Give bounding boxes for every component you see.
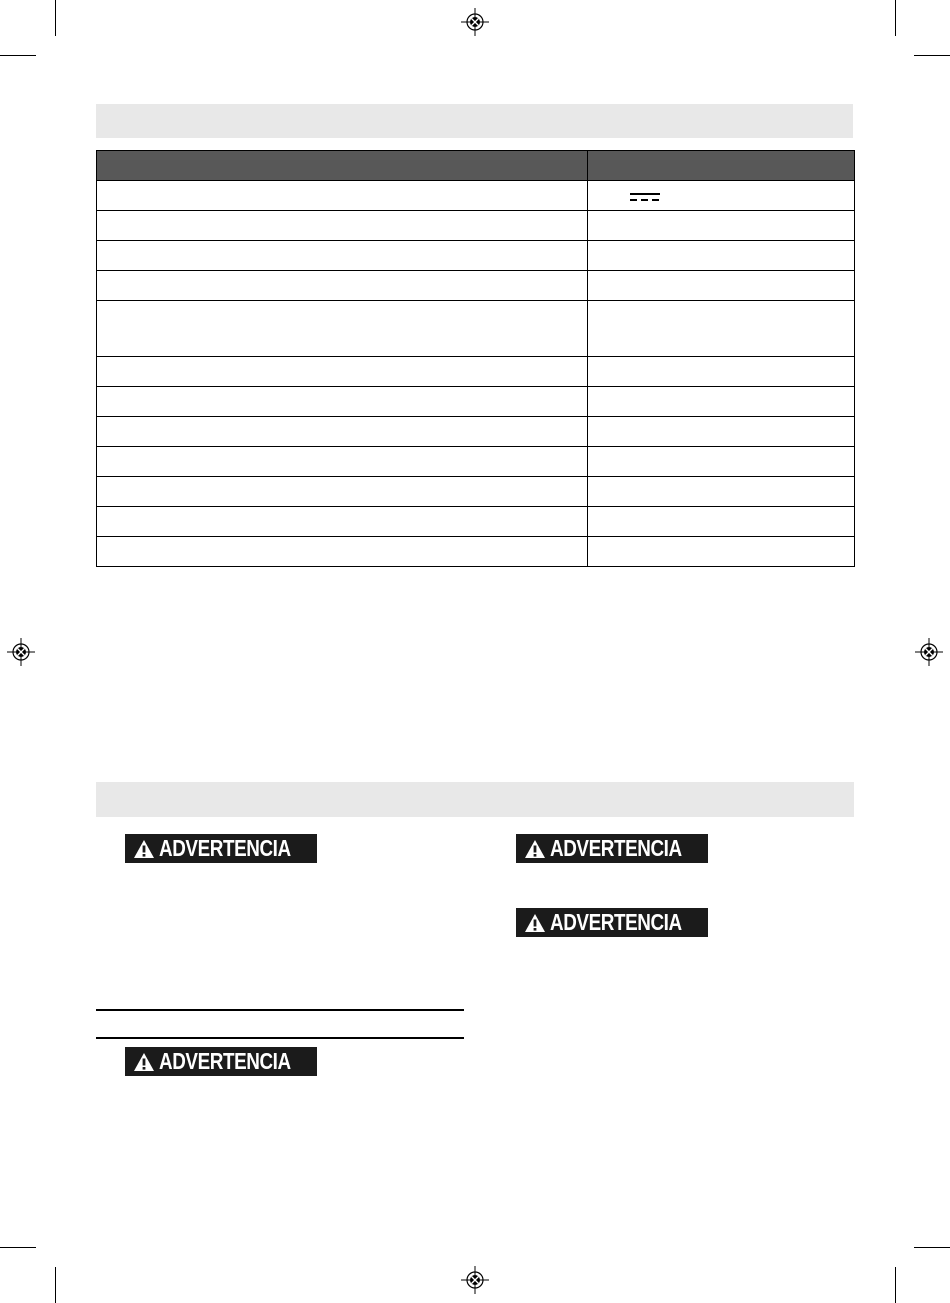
warning-label-text: ADVERTENCIA [159, 1048, 291, 1074]
table-row [97, 211, 855, 241]
table-cell-label [97, 387, 588, 417]
table-row [97, 271, 855, 301]
table-cell-value [588, 271, 855, 301]
table-cell-value [588, 357, 855, 387]
table-cell-value [588, 241, 855, 271]
table-header-cell [97, 151, 588, 181]
table-cell-label [97, 417, 588, 447]
table-cell-label [97, 181, 588, 211]
table-row [97, 417, 855, 447]
table-cell-value [588, 537, 855, 567]
warning-triangle-icon [524, 839, 546, 859]
crop-mark [55, 1267, 56, 1303]
table-cell-value [588, 447, 855, 477]
table-cell-label [97, 507, 588, 537]
table-row [97, 477, 855, 507]
table-cell-value [588, 507, 855, 537]
warning-label-text: ADVERTENCIA [550, 909, 682, 935]
crop-mark [0, 1247, 36, 1248]
warning-label [516, 834, 708, 863]
table-row [97, 241, 855, 271]
warning-triangle-icon [133, 1052, 155, 1072]
table-cell-value [588, 417, 855, 447]
table-cell-label [97, 301, 588, 357]
warning-label [125, 1047, 317, 1076]
table-cell-label [97, 271, 588, 301]
warning-label [125, 834, 317, 863]
warning-triangle-icon [524, 913, 546, 933]
table-cell-value [588, 211, 855, 241]
registration-mark-icon [915, 638, 943, 666]
crop-mark [914, 1247, 950, 1248]
registration-mark-icon [461, 8, 489, 36]
table-row [97, 387, 855, 417]
table-cell-label [97, 241, 588, 271]
table-row [97, 301, 855, 357]
warning-label [516, 908, 708, 937]
crop-mark [895, 0, 896, 36]
crop-mark [895, 1267, 896, 1303]
table-cell-label [97, 211, 588, 241]
warning-label-text: ADVERTENCIA [550, 835, 682, 861]
table-header-cell [588, 151, 855, 181]
table-row [97, 537, 855, 567]
table-cell-label [97, 477, 588, 507]
table-cell-label [97, 357, 588, 387]
section-divider [96, 1009, 464, 1011]
warning-triangle-icon [133, 839, 155, 859]
section-header-band [96, 104, 853, 138]
specifications-table [96, 150, 855, 567]
table-row [97, 447, 855, 477]
table-cell-label [97, 447, 588, 477]
direct-current-icon [630, 192, 660, 202]
table-cell-value [588, 181, 855, 211]
table-cell-label [97, 537, 588, 567]
table-row [97, 507, 855, 537]
warning-label-text: ADVERTENCIA [159, 835, 291, 861]
table-row [97, 181, 855, 211]
table-header-row [97, 151, 855, 181]
table-cell-value [588, 387, 855, 417]
crop-mark [55, 0, 56, 36]
registration-mark-icon [7, 638, 35, 666]
table-cell-value [588, 477, 855, 507]
table-row [97, 357, 855, 387]
table-cell-value [588, 301, 855, 357]
registration-mark-icon [461, 1266, 489, 1294]
crop-mark [0, 55, 36, 56]
section-divider [96, 1037, 464, 1039]
section-header-band [96, 782, 854, 817]
crop-mark [914, 55, 950, 56]
